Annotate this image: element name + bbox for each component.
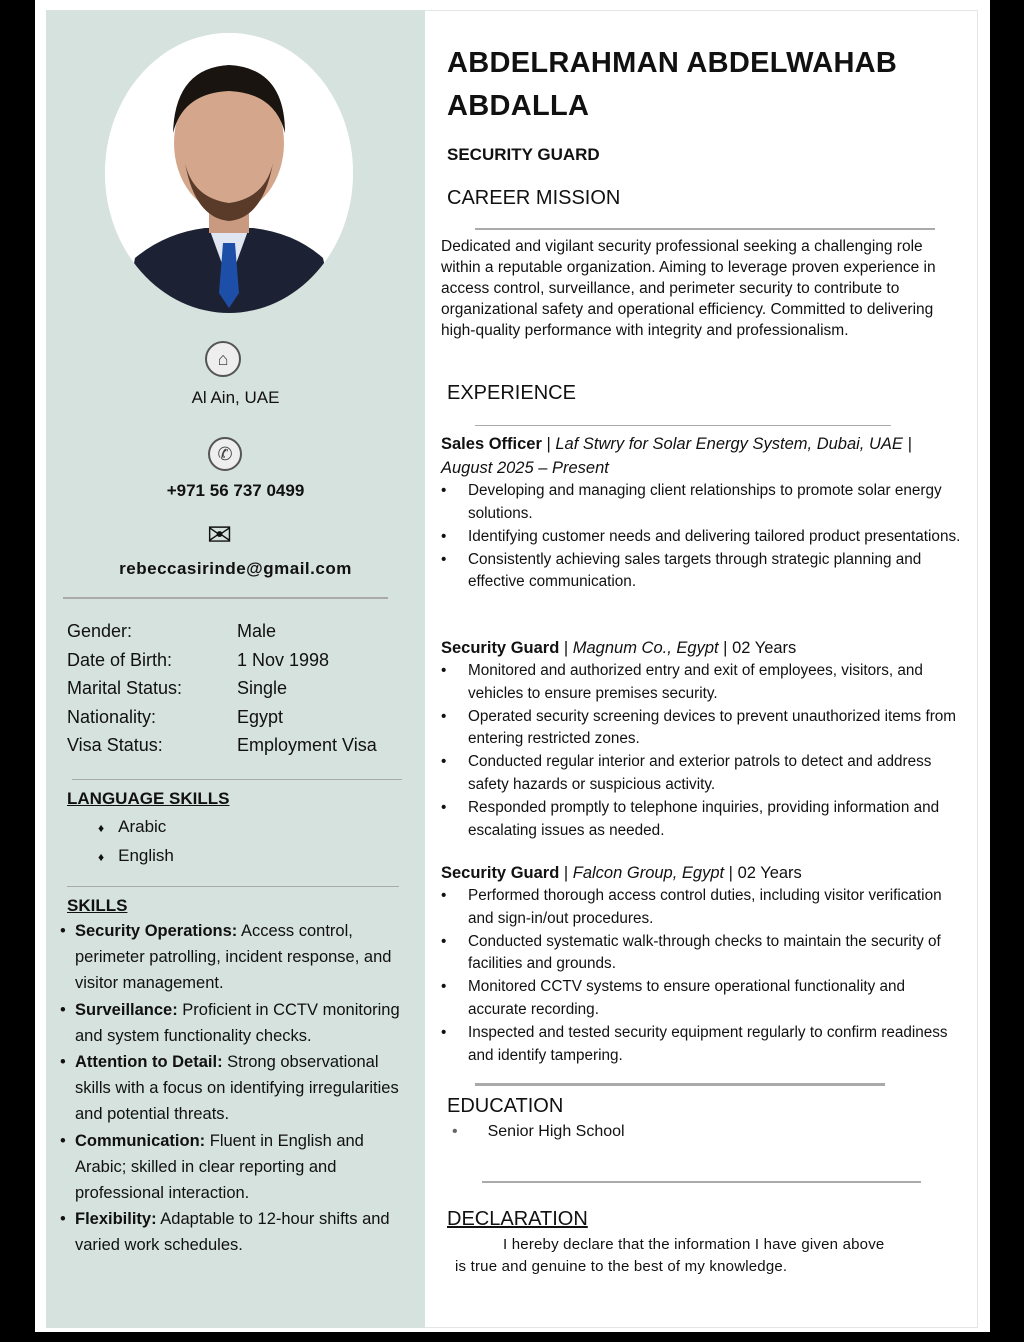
job-header: Security Guard | Magnum Co., Egypt | 02 Years (441, 639, 797, 657)
mission-text: Dedicated and vigilant security professional seeking a challenging role within a reputable organization. Aiming to leverage proven experience in access control, surveillance, and perimeter security to contribute to organizational safety and operational efficiency. Committed to delivering high-quality performance with integrity and professionalism. (441, 238, 936, 339)
job-bullets (441, 660, 966, 842)
info-label: Gender: (67, 621, 133, 641)
info-label: Marital Status: (67, 678, 183, 699)
job-entry (441, 636, 966, 843)
skill-item (60, 1128, 412, 1207)
job-company: Magnum Co., Egypt (572, 639, 719, 657)
job-bullets (441, 885, 966, 1067)
mission-heading: CAREER MISSION (447, 187, 621, 209)
diamond-icon: ♦ (98, 850, 105, 864)
info-value: Male (237, 621, 277, 641)
education-label: Senior High School (487, 1123, 625, 1140)
job-title: SECURITY GUARD (447, 145, 600, 164)
divider (72, 779, 402, 780)
job-bullet: • Identifying customer needs and delivering tailored product presentations. (441, 526, 966, 549)
info-label: Visa Status: (67, 735, 163, 756)
skill-title: Communication: (75, 1131, 206, 1150)
skills-list (60, 918, 412, 1259)
job-entry (441, 432, 966, 594)
divider (475, 228, 935, 230)
skill-item (60, 1206, 412, 1258)
skills-heading: SKILLS (67, 896, 128, 915)
skill-text: Proficient in CCTV monitoring and system functionality checks. (75, 1000, 400, 1045)
info-value: 1 Nov 1998 (237, 649, 330, 670)
divider (475, 425, 891, 426)
bullet-icon: • (452, 1123, 458, 1140)
language-item (98, 813, 174, 842)
envelope-icon: ✉ (207, 519, 233, 552)
info-label: Date of Birth: (67, 649, 173, 670)
job-bullet: • Conducted regular interior and exterior patrols to detect and address safety hazards or suspicious activity. (441, 751, 966, 796)
job-bullet: • Monitored and authorized entry and exit of employees, visitors, and vehicles to ensure premises security. (441, 660, 966, 705)
job-duration: 02 Years (732, 639, 797, 657)
info-label: Nationality: (67, 706, 157, 727)
info-row (67, 617, 407, 646)
job-bullet: • Inspected and tested security equipment regularly to confirm readiness and identify tampering. (441, 1022, 966, 1067)
skill-text: Adaptable to 12-hour shifts and varied work schedules. (75, 1210, 390, 1255)
diamond-icon: ♦ (98, 821, 105, 835)
profile-photo (105, 33, 353, 313)
job-role: Security Guard (441, 639, 560, 657)
language-list (98, 813, 174, 871)
info-row (67, 674, 407, 703)
divider (475, 1083, 885, 1086)
skill-item (60, 918, 412, 997)
job-bullet: • Operated security screening devices to prevent unauthorized items from entering restricted zones. (441, 706, 966, 751)
job-bullet: • Performed thorough access control duties, including visitor verification and sign-in/out procedures. (441, 885, 966, 930)
education-item (452, 1123, 625, 1141)
personal-info (67, 617, 407, 760)
info-row (67, 646, 407, 675)
job-bullet: • Developing and managing client relationships to promote solar energy solutions. (441, 480, 966, 525)
job-duration: 02 Years (737, 864, 802, 882)
skill-item (60, 1049, 412, 1128)
skill-text: Strong observational skills with a focus on identifying irregularities and potential threats. (75, 1053, 399, 1124)
education-heading: EDUCATION (447, 1095, 564, 1117)
language-item (98, 842, 174, 871)
job-role: Security Guard (441, 864, 560, 882)
info-value: Egypt (237, 706, 284, 727)
declaration-text: I hereby declare that the information I have given above is true and genuine to the best of my knowledge. (455, 1236, 885, 1275)
job-header: Sales Officer | Laf Stwry for Solar Energy System, Dubai, UAE | August 2025 – Present (441, 435, 912, 477)
skill-title: Surveillance: (75, 1000, 178, 1019)
info-row (67, 703, 407, 732)
job-company: Laf Stwry for Solar Energy System, Dubai, UAE | August 2025 – Present (441, 435, 912, 477)
divider (63, 597, 388, 599)
phone-text: +971 56 737 0499 (166, 481, 305, 500)
skill-text: Fluent in English and Arabic; skilled in clear reporting and professional interaction. (75, 1131, 364, 1203)
job-company: Falcon Group, Egypt (572, 864, 725, 882)
job-header: Security Guard | Falcon Group, Egypt | 02 Years (441, 864, 802, 882)
experience-heading: EXPERIENCE (447, 382, 576, 404)
home-icon: ⌂ (205, 341, 241, 377)
job-bullet: • Monitored CCTV systems to ensure operational functionality and accurate recording. (441, 976, 966, 1021)
job-bullet: • Consistently achieving sales targets through strategic planning and effective communication. (441, 549, 966, 594)
job-entry (441, 861, 966, 1068)
info-value: Single (237, 678, 288, 699)
info-value: Employment Visa (237, 735, 377, 756)
declaration-heading: DECLARATION (447, 1208, 588, 1230)
job-bullets (441, 480, 966, 594)
skill-title: Security Operations: (75, 922, 238, 940)
language-label: English (118, 846, 174, 865)
divider (482, 1181, 921, 1183)
candidate-name: ABDELRAHMAN ABDELWAHAB ABDALLA (447, 47, 898, 122)
job-role: Sales Officer (441, 435, 542, 453)
email-link[interactable]: rebeccasirinde@gmail.com (119, 559, 352, 578)
language-label: Arabic (118, 817, 167, 836)
skill-title: Attention to Detail: (75, 1053, 223, 1072)
phone-icon: ✆ (208, 437, 242, 471)
job-bullet: • Conducted systematic walk-through checks to maintain the security of facilities and grounds. (441, 931, 966, 976)
skill-title: Flexibility: (75, 1210, 157, 1229)
skill-text: Access control, perimeter patrolling, incident response, and visitor management. (75, 922, 392, 993)
language-heading: LANGUAGE SKILLS (67, 789, 230, 808)
skill-item (60, 997, 412, 1049)
location-text: Al Ain, UAE (191, 388, 280, 407)
job-bullet: • Responded promptly to telephone inquiries, providing information and escalating issues as needed. (441, 797, 966, 842)
divider (67, 886, 399, 887)
info-row (67, 731, 407, 760)
